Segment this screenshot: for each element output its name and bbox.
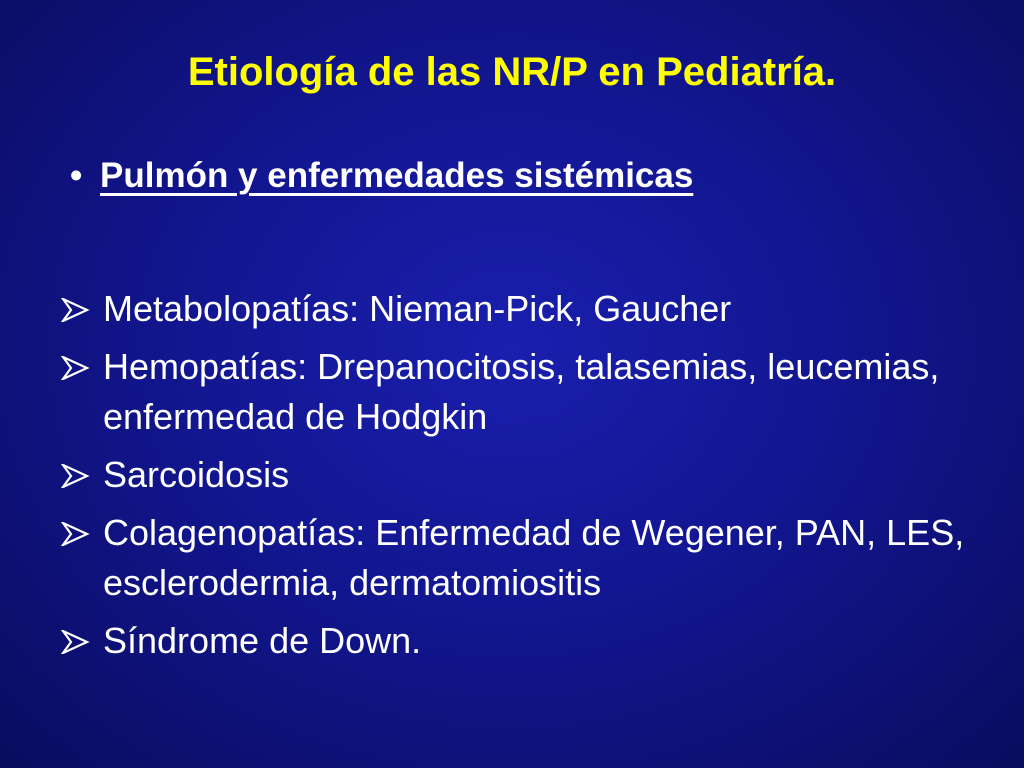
section-heading-text: Pulmón y enfermedades sistémicas bbox=[100, 156, 694, 195]
list-item-text: Metabolopatías: Nieman-Pick, Gaucher bbox=[103, 288, 732, 329]
list-item bbox=[60, 342, 1000, 442]
list-item-text: Síndrome de Down. bbox=[103, 620, 422, 661]
arrowhead-bullet-icon bbox=[60, 522, 90, 546]
list-item bbox=[60, 508, 1000, 608]
slide-title: Etiología de las NR/P en Pediatría. bbox=[187, 50, 837, 94]
arrowhead-bullet-icon bbox=[60, 356, 90, 380]
arrowhead-bullet-icon bbox=[60, 298, 90, 322]
bullet-icon: • bbox=[70, 156, 83, 195]
list-item-text: Sarcoidosis bbox=[103, 454, 290, 495]
etiology-list bbox=[60, 284, 1000, 674]
list-item bbox=[60, 284, 1000, 334]
arrowhead-bullet-icon bbox=[60, 630, 90, 654]
list-item-text: Hemopatías: Drepanocitosis, talasemias, leucemias, enfermedad de Hodgkin bbox=[103, 346, 940, 437]
list-item bbox=[60, 450, 1000, 500]
arrowhead-bullet-icon bbox=[60, 464, 90, 488]
list-item-text: Colagenopatías: Enfermedad de Wegener, PAN, LES, esclerodermia, dermatomiositis bbox=[103, 512, 965, 603]
section-heading bbox=[70, 152, 693, 200]
list-item bbox=[60, 616, 1000, 666]
